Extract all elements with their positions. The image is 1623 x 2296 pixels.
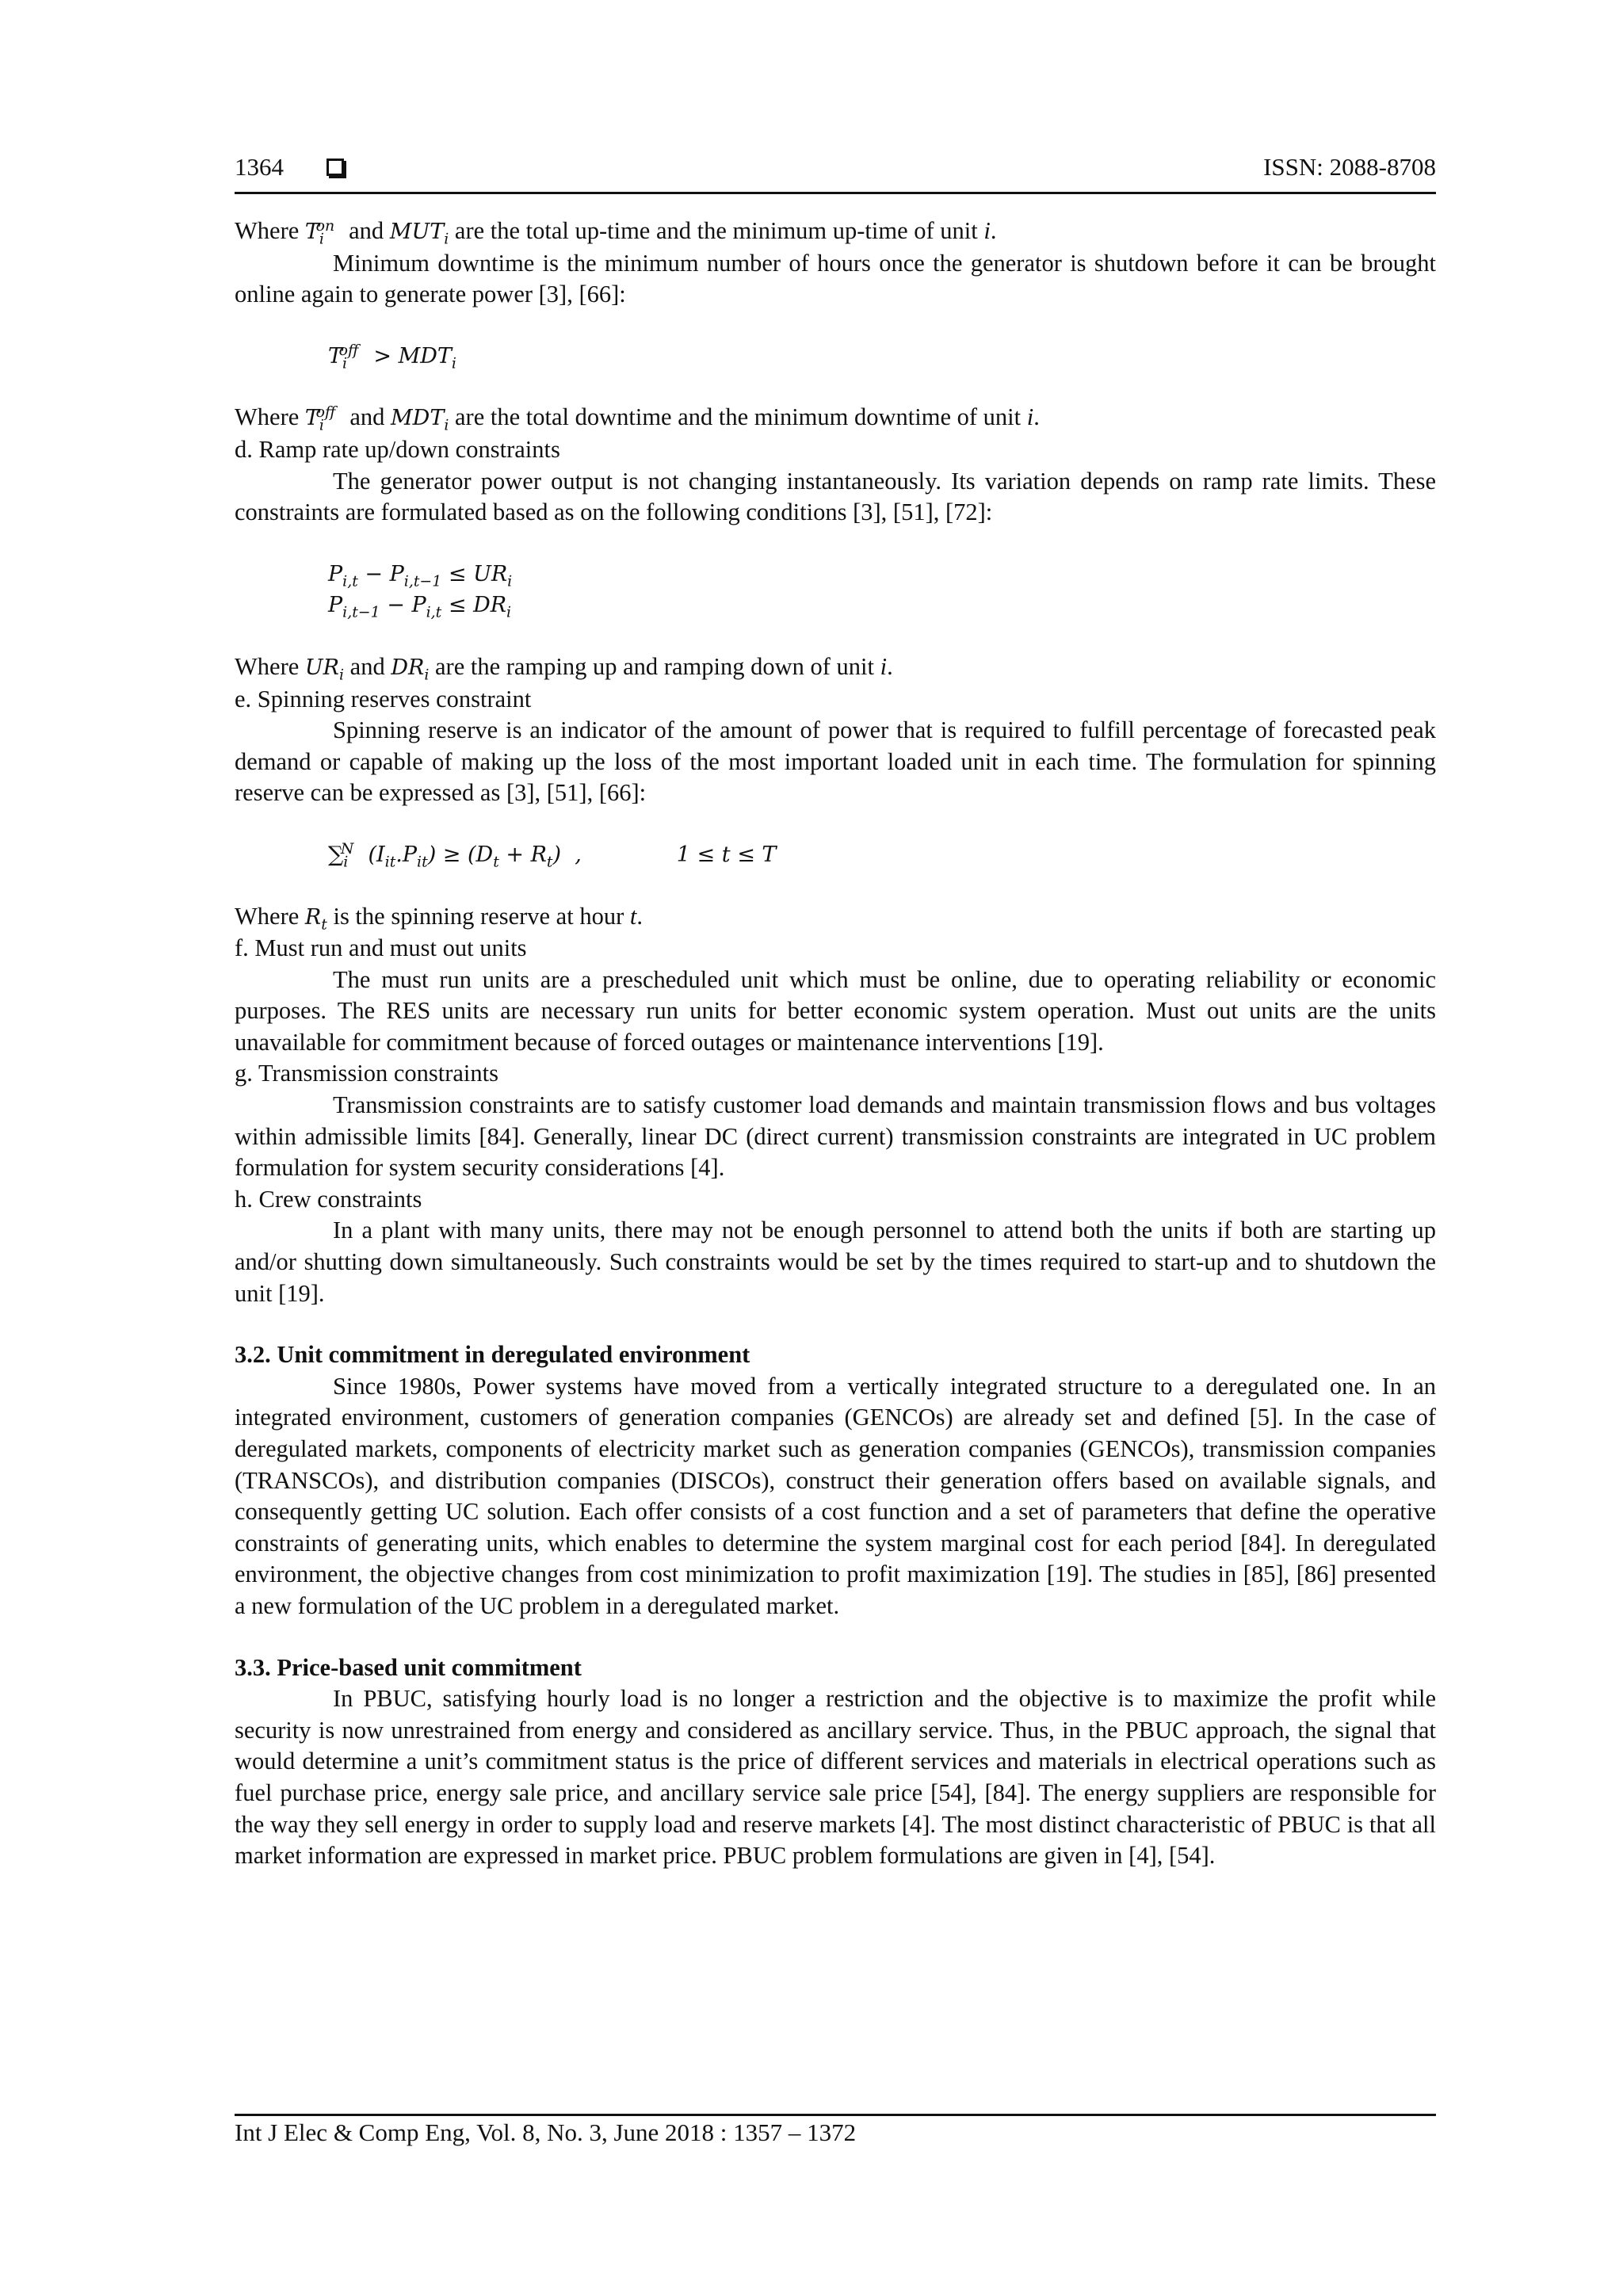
item-h-heading: h. Crew constraints xyxy=(235,1185,422,1213)
checkbox-glyph-icon xyxy=(327,159,344,176)
mut-where-line: Where $T_i^{on}$ and $MUT_i$ are the total up-time and the minimum up-time of unit i. xyxy=(235,217,997,248)
section-3-2-heading: 3.2. Unit commitment in deregulated environment xyxy=(235,1341,750,1369)
running-header xyxy=(235,153,1436,194)
transmission-paragraph: Transmission constraints are to satisfy customer load demands and maintain transmission flows and bus voltages within admissible limits [84]. Generally, linear DC (direct current) transmission constraints are integrated in UC problem formulation for system security considerations [4]. xyxy=(235,1091,1436,1182)
ramp-down-equation: $P_{i,t-1} - P_{i,t} \le DR_i$ xyxy=(328,593,512,621)
header-rule xyxy=(235,192,1436,194)
section-3-3-heading: 3.3. Price-based unit commitment xyxy=(235,1653,582,1681)
footer-rule xyxy=(235,2114,1436,2116)
article-body xyxy=(235,216,1436,1872)
mdt-equation: $T_i^{off} > MDT_i$ xyxy=(328,341,456,372)
mdt-intro-paragraph: Minimum downtime is the minimum number of hours once the generator is shutdown before it can be brought online again to generate power [3], [66]: xyxy=(235,249,1436,308)
item-d-heading: d. Ramp rate up/down constraints xyxy=(235,435,560,463)
page-number: 1364 xyxy=(235,153,284,181)
journal-citation-footer: Int J Elec & Comp Eng, Vol. 8, No. 3, June 2018 : 1357 – 1372 xyxy=(235,2118,857,2146)
pbuc-paragraph: In PBUC, satisfying hourly load is no longer a restriction and the objective is to maximize the profit while security is now unrestrained from energy and considered as ancillary service. Thus, in the PBUC approach, the signal that would determine a unit’s commitment status is the price of different services and materials in electrical operations such as fuel purchase price, energy sale price, and ancillary service sale price [54], [84]. The energy suppliers are responsible for the way they sell energy in order to supply load and reserve markets [4]. The most distinct characteristic of PBUC is that all market information are expressed in market price. PBUC problem formulations are given in [4], [54]. xyxy=(235,1685,1436,1870)
ramp-paragraph: The generator power output is not changing instantaneously. Its variation depends on ramp rate limits. These constraints are formulated based as on the following conditions [3], [51], [72]: xyxy=(235,467,1436,526)
issn-label: ISSN: 2088-8708 xyxy=(1263,153,1436,181)
rt-where-line: Where $R_t$ is the spinning reserve at hour t. xyxy=(235,902,643,933)
mdt-where-line: Where $T_i^{off}$ and $MDT_i$ are the total downtime and the minimum downtime of unit i. xyxy=(235,403,1040,434)
item-f-heading: f. Must run and must out units xyxy=(235,934,527,962)
crew-paragraph: In a plant with many units, there may not be enough personnel to attend both the units if both are starting up and/or shutting down simultaneously. Such constraints would be set by the times required to start-up and to shutdown the unit [19]. xyxy=(235,1217,1436,1307)
mustrun-paragraph: The must run units are a prescheduled unit which must be online, due to operating reliability or economic purposes. The RES units are necessary run units for better economic system operation. Must out units are the units unavailable for commitment because of forced outages or maintenance interventions [19]. xyxy=(235,965,1436,1056)
spinning-equation: $\sum_i^N$ $(I_{it}.P_{it}) \ge (D_t + R_t)$ , 1 ≤ t ≤ T xyxy=(328,839,777,871)
deregulated-paragraph: Since 1980s, Power systems have moved from a vertically integrated structure to a deregulated one. In an integrated environment, customers of generation companies (GENCOs) are already set and defined [5]. In the case of deregulated markets, components of electricity market such as generation companies (GENCOs), transmission companies (TRANSCOs), and distribution companies (DISCOs), construct their generation offers based on available signals, and consequently getting UC solution. Each offer consists of a cost function and a set of parameters that define the operative constraints of generating units, which enables to determine the system marginal cost for each period [84]. In deregulated environment, the objective changes from cost minimization to profit maximization [19]. The studies in [85], [86] presented a new formulation of the UC problem in a deregulated market. xyxy=(235,1372,1436,1619)
spinning-paragraph: Spinning reserve is an indicator of the amount of power that is required to fulfill percentage of forecasted peak demand or capable of making up the loss of the most important loaded unit in each time. The formulation for spinning reserve can be expressed as [3], [51], [66]: xyxy=(235,716,1436,807)
ramp-where-line: Where $UR_i$ and $DR_i$ are the ramping up and ramping down of unit i. xyxy=(235,652,893,684)
ramp-up-equation: $P_{i,t} - P_{i,t-1} \le UR_i$ xyxy=(328,561,513,590)
item-g-heading: g. Transmission constraints xyxy=(235,1060,498,1087)
item-e-heading: e. Spinning reserves constraint xyxy=(235,685,532,712)
